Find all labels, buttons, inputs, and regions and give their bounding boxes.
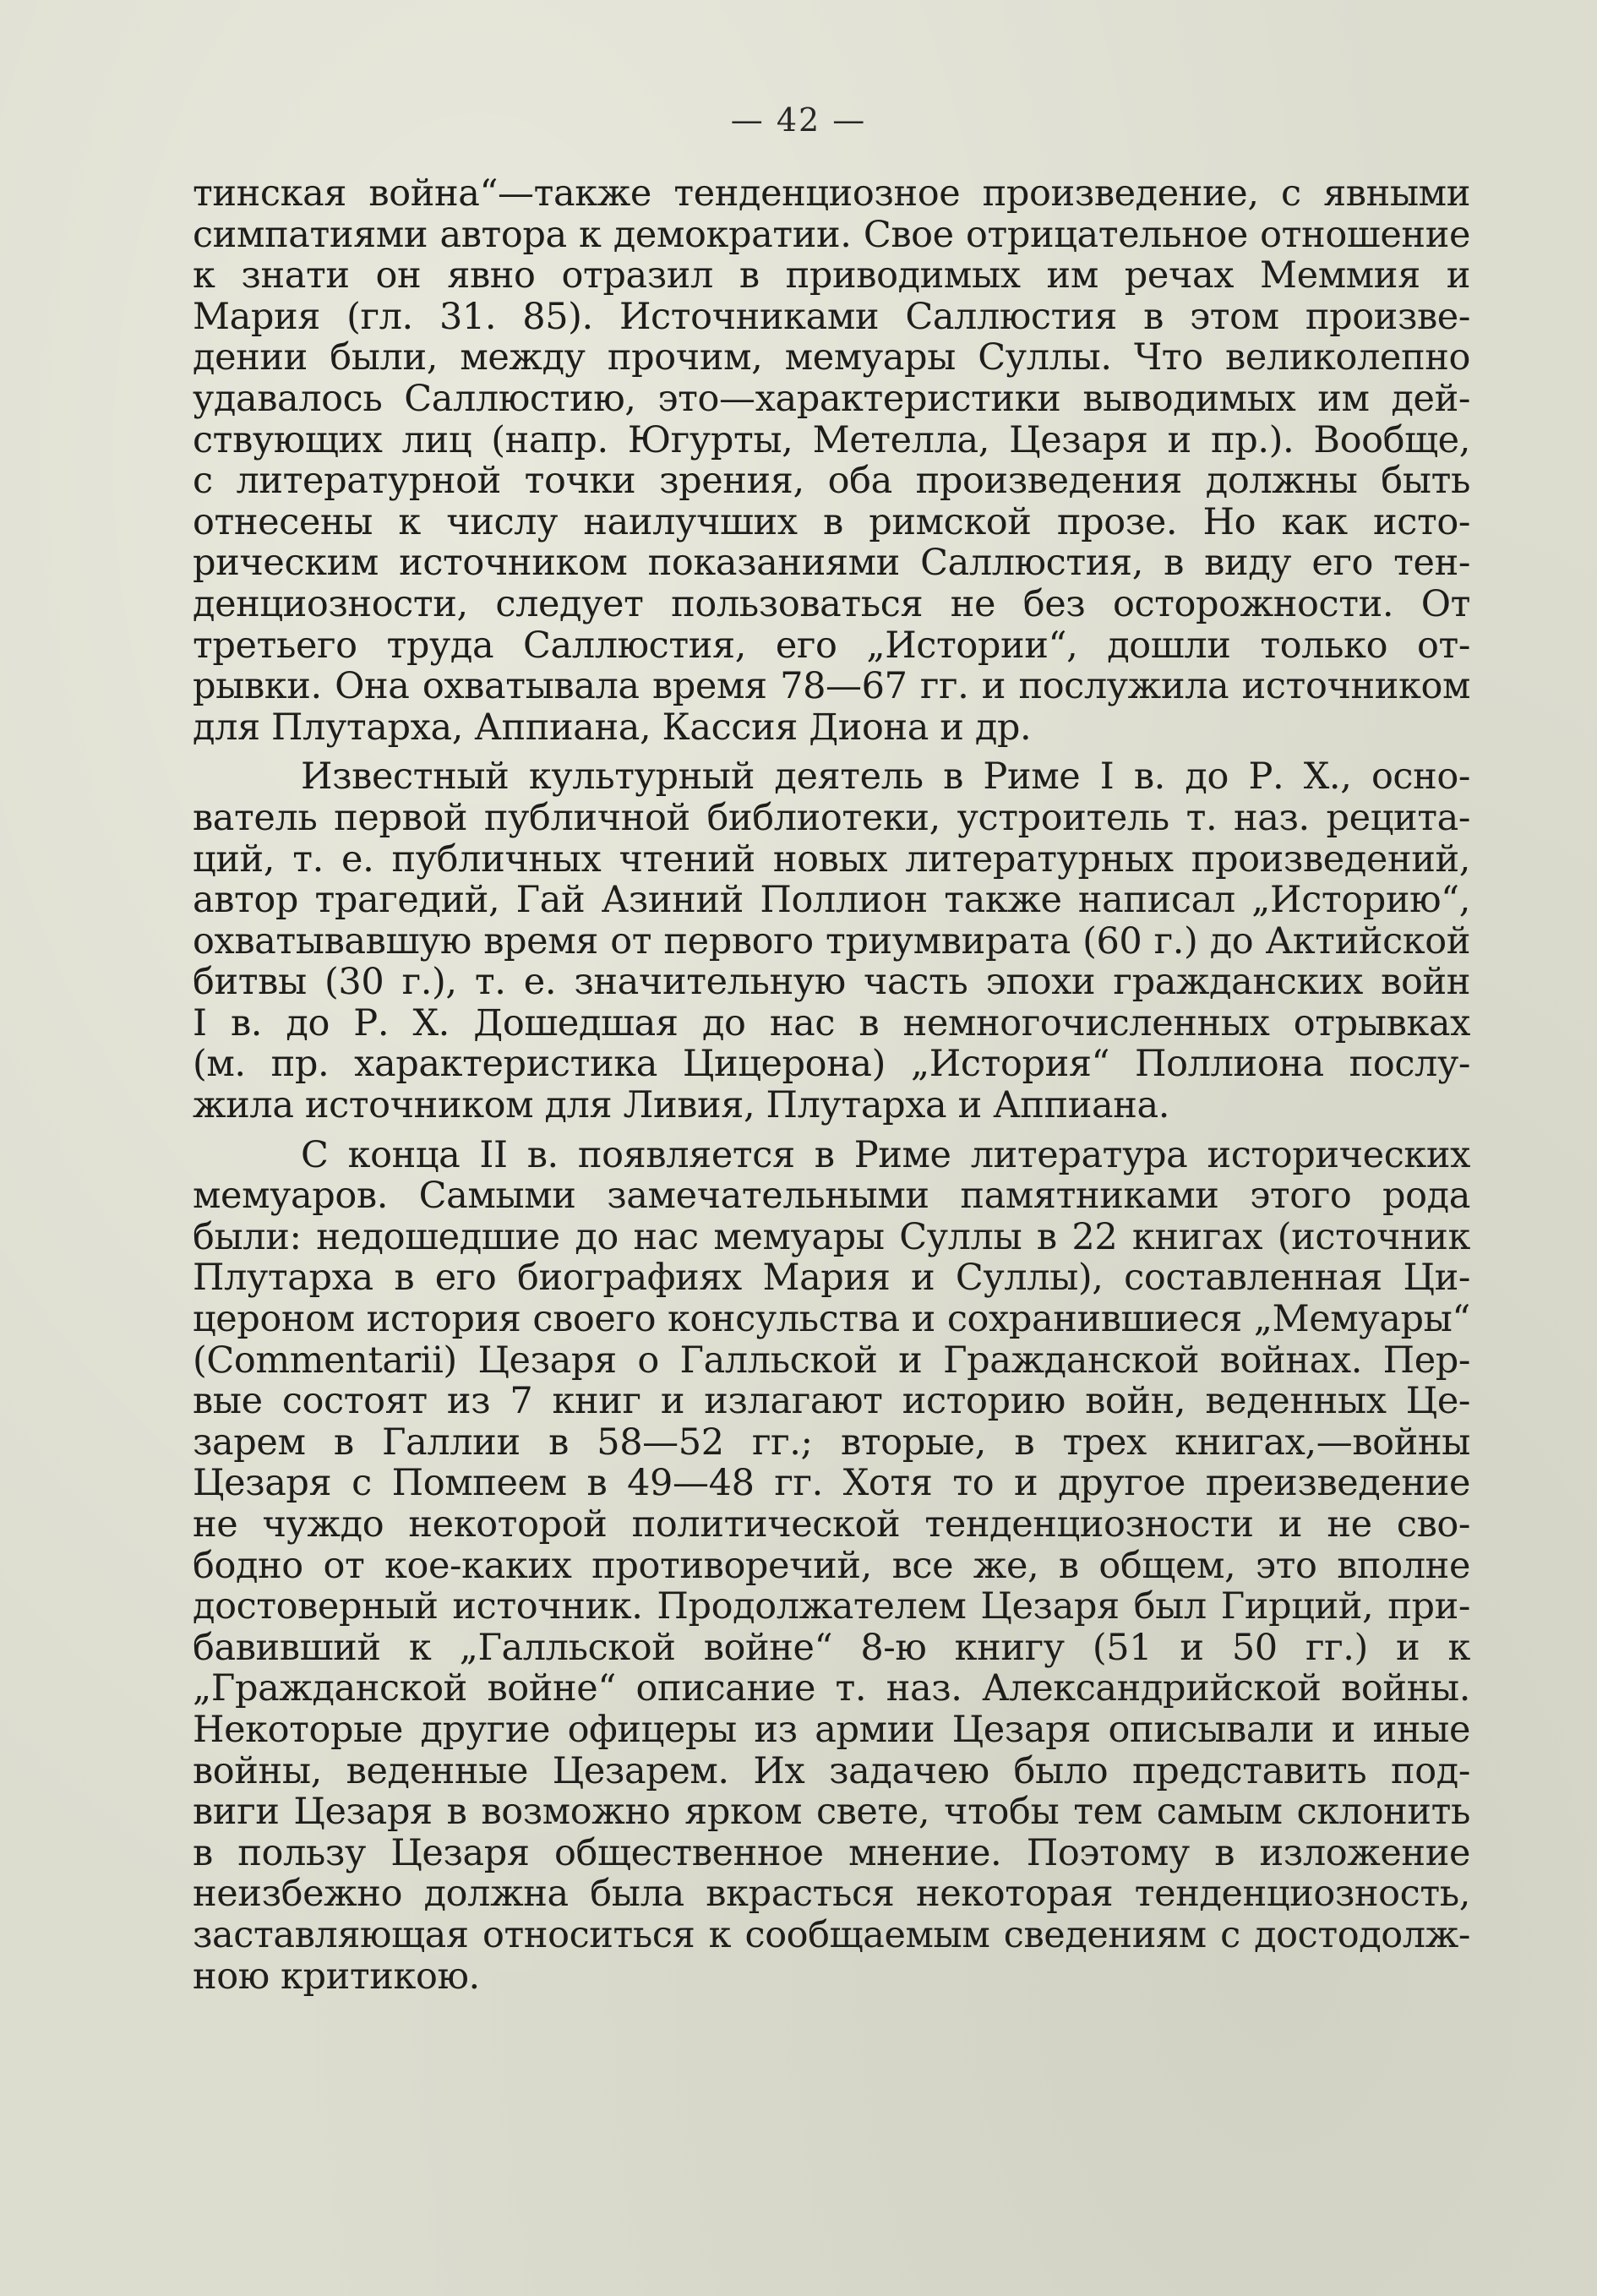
body-text [193, 173, 1470, 1997]
text-line: достоверный источник. Продолжателем Цезаря был Гирций, при- [193, 1585, 1470, 1628]
text-line: Некоторые другие офицеры из армии Цезаря описывали и иные [193, 1708, 1470, 1751]
text-line: бодно от кое-каких противоречий, все же, в общем, это вполне [193, 1544, 1470, 1587]
text-line: тинская война“—также тенденциозное произведение, с явными [193, 172, 1470, 215]
text-line: мемуаров. Самыми замечательными памятниками этого рода [193, 1175, 1470, 1218]
text-line: войны, веденные Цезарем. Их задачею было представить под- [193, 1749, 1470, 1792]
text-line: ций, т. е. публичных чтений новых литературных произведений, [193, 837, 1470, 881]
text-line: виги Цезаря в возможно ярком свете, чтобы тем самым склонить [193, 1791, 1470, 1834]
text-line: удавалось Саллюстию, это—характеристики выводимых им дей- [193, 377, 1470, 420]
text-line: не чуждо некоторой политической тенденциозности и не сво- [193, 1503, 1470, 1546]
text-line: ватель первой публичной библиотеки, устроитель т. наз. рецита- [193, 796, 1470, 839]
text-line: ствующих лиц (напр. Югурты, Метелла, Цезаря и пр.). Вообще, [193, 418, 1470, 461]
text-line: третьего труда Саллюстия, его „Истории“, дошли только от- [193, 624, 1470, 667]
text-line: „Гражданской войне“ описание т. наз. Александрийской войны. [193, 1667, 1470, 1710]
text-line: жила источником для Ливия, Плутарха и Аппиана. [193, 1084, 1170, 1127]
text-line: I в. до Р. Х. Дошедшая до нас в немногочисленных отрывках [193, 1001, 1470, 1044]
text-line: были: недошедшие до нас мемуары Суллы в 22 книгах (источник [193, 1215, 1470, 1258]
text-line: битвы (30 г.), т. е. значительную часть эпохи гражданских войн [193, 961, 1470, 1004]
text-line: симпатиями автора к демократии. Свое отрицательное отношение [193, 213, 1470, 256]
page-number: — 42 — [730, 101, 867, 139]
text-line: рическим источником показаниями Саллюстия, в виду его тен- [193, 542, 1470, 585]
paragraph [193, 1135, 1470, 1997]
text-line: рывки. Она охватывала время 78—67 гг. и послужила источником [193, 665, 1470, 708]
text-line: Мария (гл. 31. 85). Источниками Саллюстия в этом произве- [193, 295, 1470, 338]
text-line: неизбежно должна была вкрасться некоторая тенденциозность, [193, 1873, 1470, 1916]
paragraph [193, 173, 1470, 748]
text-line: автор трагедий, Гай Азиний Поллион также написал „Историю“, [193, 879, 1470, 922]
text-line: к знати он явно отразил в приводимых им речах Меммия и [193, 254, 1470, 297]
text-line: бавивший к „Галльской войне“ 8-ю книгу (51 и 50 гг.) и к [193, 1626, 1470, 1669]
text-line: цероном история своего консульства и сохранившиеся „Мемуары“ [193, 1298, 1470, 1341]
text-line: Цезаря с Помпеем в 49—48 гг. Хотя то и другое преизведение [193, 1462, 1470, 1505]
paragraph [193, 756, 1470, 1126]
text-line: с литературной точки зрения, оба произведения должны быть [193, 460, 1470, 503]
text-line: в пользу Цезаря общественное мнение. Поэтому в изложение [193, 1831, 1470, 1874]
text-line: (Commentarii) Цезаря о Галльской и Гражданской войнах. Пер- [193, 1339, 1470, 1382]
text-line: отнесены к числу наилучших в римской прозе. Но как исто- [193, 500, 1470, 543]
text-line: зарем в Галлии в 58—52 гг.; вторые, в трех книгах,—войны [193, 1421, 1470, 1464]
text-line: вые состоят из 7 книг и излагают историю войн, веденных Це- [193, 1380, 1470, 1423]
text-line: Плутарха в его биографиях Мария и Суллы), составленная Ци- [193, 1257, 1470, 1300]
text-line: С конца II в. появляется в Риме литература исторических [301, 1133, 1470, 1176]
text-line: денциозности, следует пользоваться не без осторожности. От [193, 582, 1470, 625]
text-line: (м. пр. характеристика Цицерона) „История“ Поллиона послу- [193, 1043, 1470, 1086]
text-line: дении были, между прочим, мемуары Суллы. Что великолепно [193, 336, 1470, 379]
text-line: ною критикою. [193, 1955, 480, 1998]
text-line: для Плутарха, Аппиана, Кассия Диона и др. [193, 706, 1032, 749]
text-line: Известный культурный деятель в Риме I в. до Р. Х., осно- [301, 755, 1470, 799]
text-line: охватывавшую время от первого триумвирата (60 г.) до Актийской [193, 919, 1470, 963]
text-line: заставляющая относиться к сообщаемым сведениям с достодолж- [193, 1913, 1470, 1956]
